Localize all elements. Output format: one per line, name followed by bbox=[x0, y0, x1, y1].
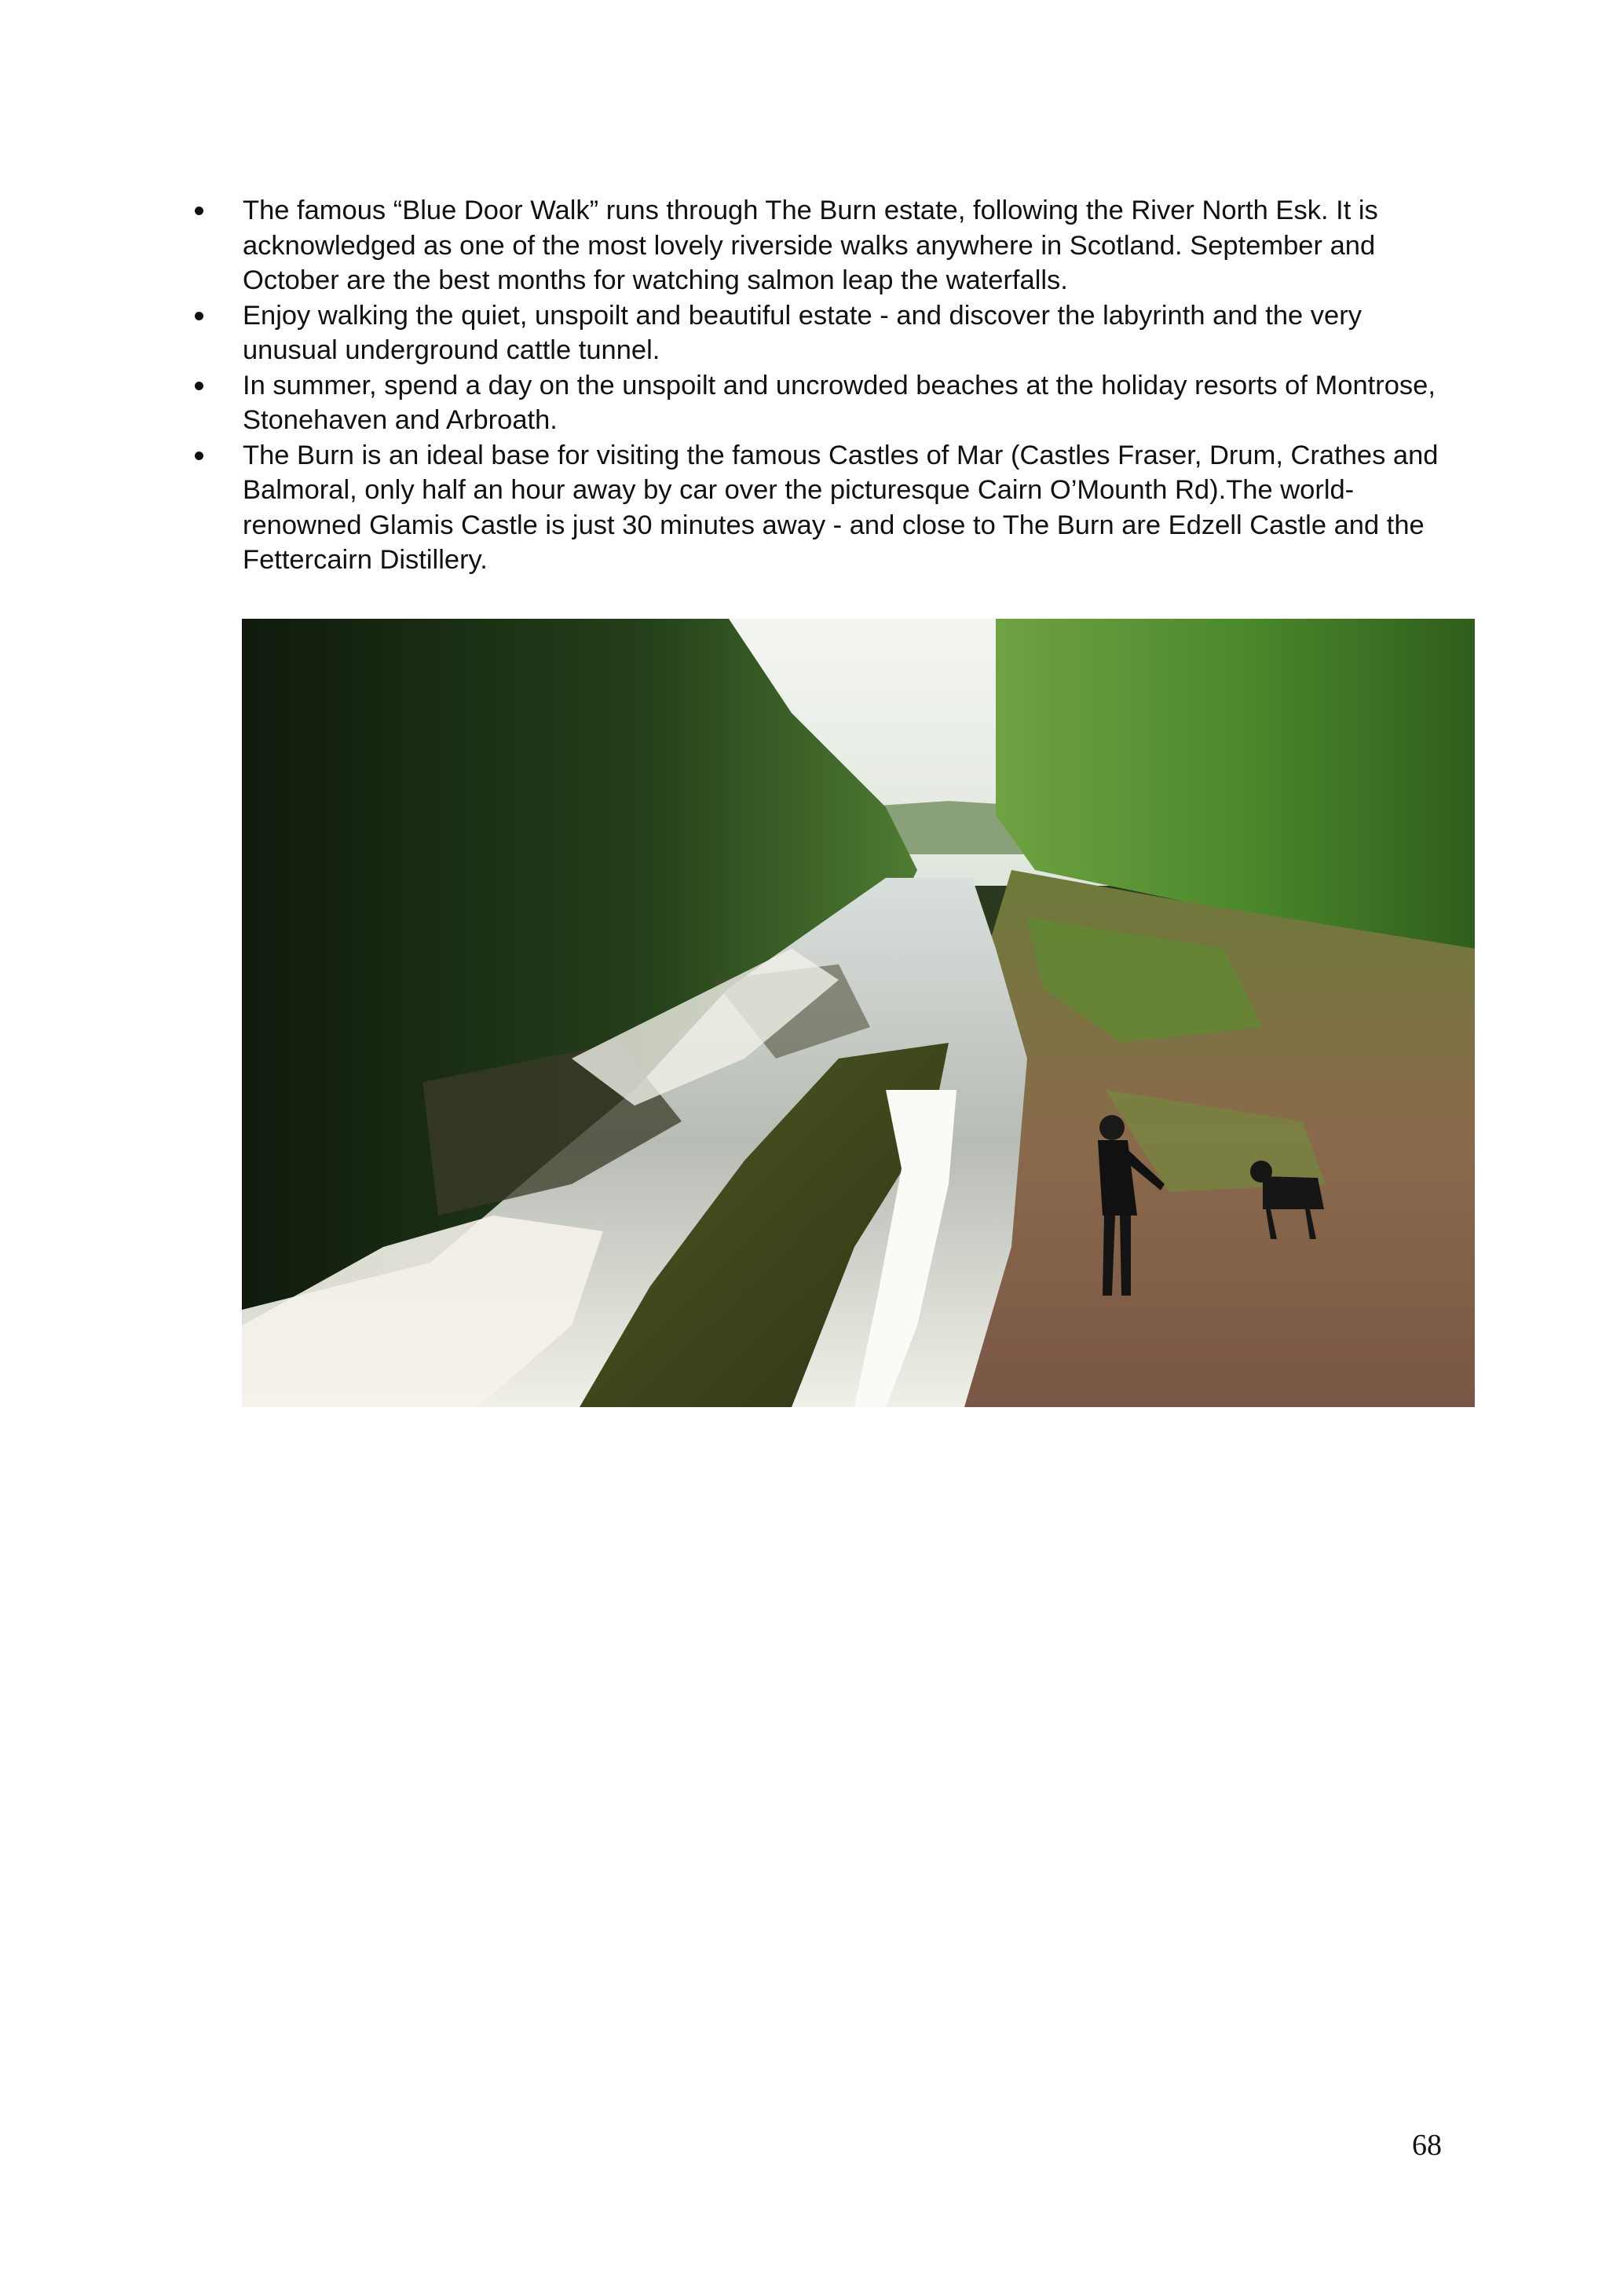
bullet-list bbox=[195, 193, 1451, 578]
bullet-icon bbox=[195, 382, 203, 390]
bullet-icon bbox=[195, 207, 203, 215]
list-item bbox=[195, 438, 1451, 578]
page-number: 68 bbox=[1412, 2129, 1442, 2162]
bullet-text: In summer, spend a day on the unspoilt and uncrowded beaches at the holiday resorts of Montrose, Stonehaven and Arbroath. bbox=[243, 370, 1436, 435]
bullet-text: The famous “Blue Door Walk” runs through The Burn estate, following the River North Esk. It is acknowledged as one of the most lovely riverside walks anywhere in Scotland. September and October are the best months for watching salmon leap the waterfalls. bbox=[243, 196, 1378, 295]
bullet-text: The Burn is an ideal base for visiting the famous Castles of Mar (Castles Fraser, Drum, Crathes and Balmoral, only half an hour away by car over the picturesque Cairn O’Mounth Rd).The world-renowned Glamis Castle is just 30 minutes away - and close to The Burn are Edzell Castle and the Fettercairn Distillery. bbox=[243, 440, 1439, 575]
bullet-icon bbox=[195, 312, 203, 320]
bullet-text: Enjoy walking the quiet, unspoilt and beautiful estate - and discover the labyrinth and the very unusual underground cattle tunnel. bbox=[243, 300, 1362, 365]
photo-illustration bbox=[242, 619, 1475, 1407]
list-item bbox=[195, 193, 1451, 298]
bullet-icon bbox=[195, 452, 203, 460]
list-item bbox=[195, 298, 1451, 368]
list-item bbox=[195, 368, 1451, 438]
river-waterfall-photo bbox=[242, 619, 1475, 1407]
